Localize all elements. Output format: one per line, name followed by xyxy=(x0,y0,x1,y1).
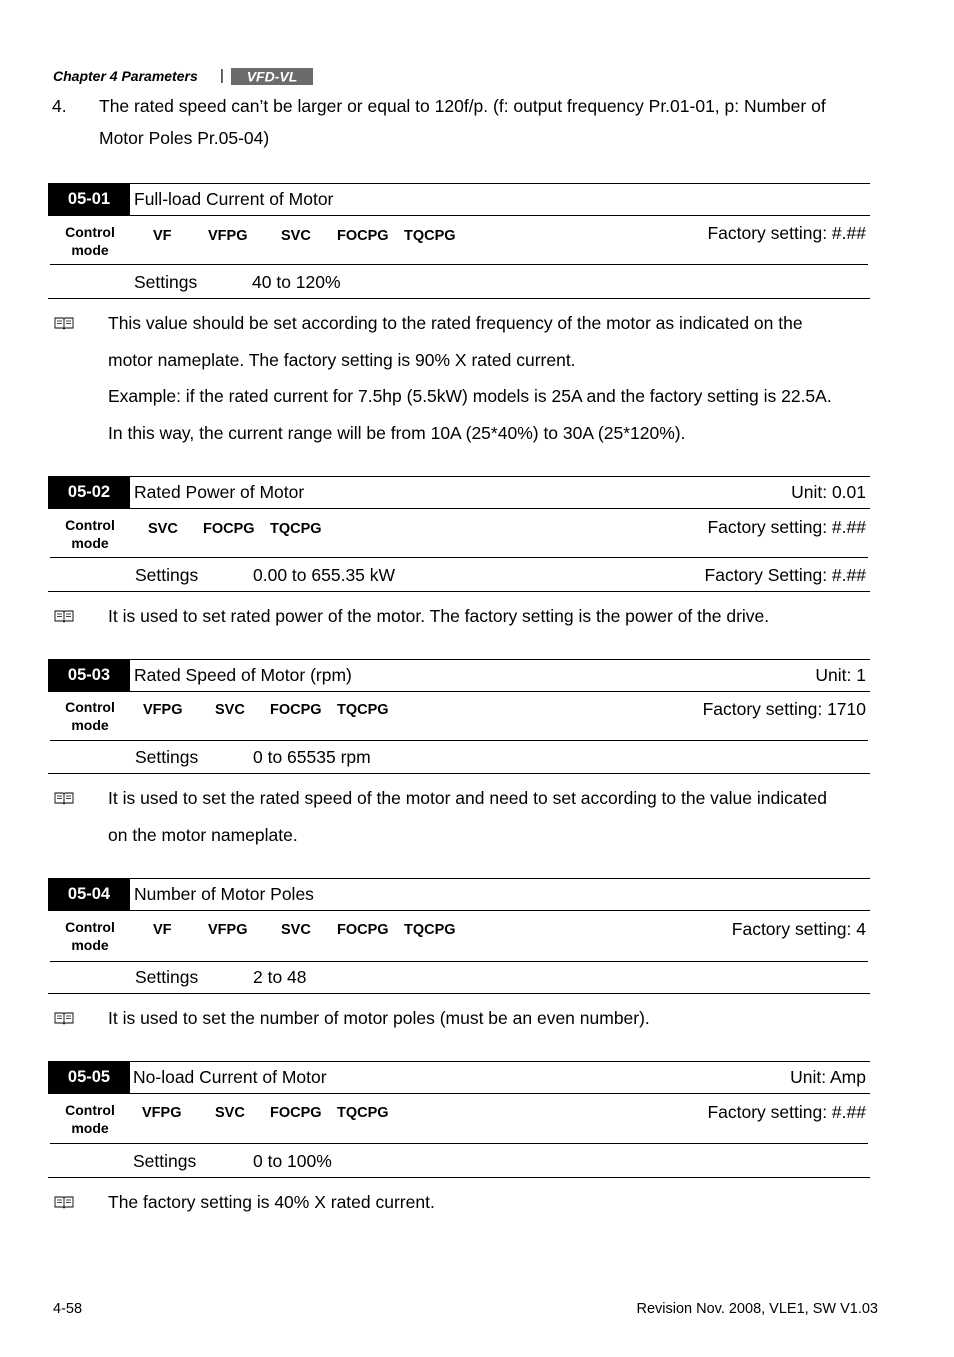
param-unit: Unit: Amp xyxy=(790,1067,866,1087)
settings-label: Settings xyxy=(135,565,199,585)
mode-focpg: FOCPG xyxy=(337,922,389,938)
param-header xyxy=(48,1061,870,1095)
param-number: 05-04 xyxy=(48,878,130,911)
param-header xyxy=(48,659,870,693)
note-line: This value should be set according to the rated frequency of the motor as indicated on the xyxy=(108,313,803,333)
note-line: motor nameplate. The factory setting is 90% X rated current. xyxy=(108,350,576,370)
intro-number: 4. xyxy=(52,96,67,116)
mode-focpg: FOCPG xyxy=(270,1105,322,1121)
mode-svc: SVC xyxy=(281,228,311,244)
param-title: Rated Speed of Motor (rpm) xyxy=(134,665,352,685)
param-number: 05-05 xyxy=(48,1061,130,1094)
page-number: 4-58 xyxy=(53,1301,83,1317)
book-icon xyxy=(54,1011,74,1025)
mode-tqcpg: TQCPG xyxy=(404,228,456,244)
note-line: It is used to set the rated speed of the motor and need to set according to the value indicated xyxy=(108,788,827,808)
param-header xyxy=(48,183,870,217)
note-line: It is used to set the number of motor poles (must be an even number). xyxy=(108,1008,650,1028)
mode-vf: VF xyxy=(153,922,172,938)
mode-tqcpg: TQCPG xyxy=(270,521,322,537)
book-icon xyxy=(54,316,74,330)
mode-focpg: FOCPG xyxy=(203,521,255,537)
settings-factory: Factory Setting: #.## xyxy=(704,565,866,585)
mode-tqcpg: TQCPG xyxy=(404,922,456,938)
chapter-title: Chapter 4 Parameters xyxy=(53,68,198,84)
settings-value: 0 to 65535 rpm xyxy=(253,747,371,767)
header-separator: | xyxy=(220,67,224,84)
settings-label: Settings xyxy=(135,747,199,767)
note-line: In this way, the current range will be from 10A (25*40%) to 30A (25*120%). xyxy=(108,423,686,443)
mode-svc: SVC xyxy=(215,1105,245,1121)
mode-svc: SVC xyxy=(215,702,245,718)
mode-vf: VF xyxy=(153,228,172,244)
param-header xyxy=(48,878,870,912)
factory-setting: Factory setting: #.## xyxy=(707,223,866,243)
book-icon xyxy=(54,609,74,623)
mode-focpg: FOCPG xyxy=(270,702,322,718)
factory-setting: Factory setting: #.## xyxy=(707,1102,866,1122)
mode-tqcpg: TQCPG xyxy=(337,702,389,718)
mode-tqcpg: TQCPG xyxy=(337,1105,389,1121)
param-unit: Unit: 0.01 xyxy=(791,482,866,502)
mode-vfpg: VFPG xyxy=(208,228,248,244)
param-number: 05-02 xyxy=(48,476,130,509)
svg-text:VFD-VL: VFD-VL xyxy=(246,68,298,85)
intro-line-1: The rated speed can’t be larger or equal to 120f/p. (f: output frequency Pr.01-01, p: Number of xyxy=(99,96,826,116)
settings-label: Settings xyxy=(133,1151,197,1171)
settings-value: 0 to 100% xyxy=(253,1151,332,1171)
note-line: It is used to set rated power of the motor. The factory setting is the power of the drive. xyxy=(108,606,770,626)
control-mode-label: Control mode xyxy=(65,517,115,551)
settings-value: 40 to 120% xyxy=(252,272,341,292)
param-title: Rated Power of Motor xyxy=(134,482,305,502)
intro-line-2: Motor Poles Pr.05-04) xyxy=(99,128,270,148)
vfd-vl-logo xyxy=(231,68,313,85)
factory-setting: Factory setting: 4 xyxy=(731,919,866,939)
mode-focpg: FOCPG xyxy=(337,228,389,244)
control-mode-label: Control mode xyxy=(65,224,115,258)
param-unit: Unit: 1 xyxy=(815,665,866,685)
param-number: 05-03 xyxy=(48,659,130,692)
factory-setting: Factory setting: #.## xyxy=(707,517,866,537)
mode-vfpg: VFPG xyxy=(142,1105,182,1121)
mode-vfpg: VFPG xyxy=(143,702,183,718)
settings-value: 0.00 to 655.35 kW xyxy=(253,565,396,585)
param-number: 05-01 xyxy=(48,183,130,216)
mode-svc: SVC xyxy=(281,922,311,938)
control-mode-label: Control mode xyxy=(65,919,115,953)
book-icon xyxy=(54,1195,74,1209)
mode-svc: SVC xyxy=(148,521,178,537)
note-line: Example: if the rated current for 7.5hp (5.5kW) models is 25A and the factory setting is 22.5A. xyxy=(108,386,832,406)
settings-value: 2 to 48 xyxy=(253,967,307,987)
settings-label: Settings xyxy=(134,272,198,292)
control-mode-label: Control mode xyxy=(65,699,115,733)
note-line: on the motor nameplate. xyxy=(108,825,298,845)
settings-label: Settings xyxy=(135,967,199,987)
param-title: No-load Current of Motor xyxy=(133,1067,327,1087)
param-header xyxy=(48,476,870,510)
revision-info: Revision Nov. 2008, VLE1, SW V1.03 xyxy=(636,1301,878,1317)
param-title: Number of Motor Poles xyxy=(134,884,314,904)
control-mode-label: Control mode xyxy=(65,1102,115,1136)
mode-vfpg: VFPG xyxy=(208,922,248,938)
param-title: Full-load Current of Motor xyxy=(134,189,334,209)
book-icon xyxy=(54,791,74,805)
note-line: The factory setting is 40% X rated current. xyxy=(108,1192,435,1212)
factory-setting: Factory setting: 1710 xyxy=(702,699,866,719)
